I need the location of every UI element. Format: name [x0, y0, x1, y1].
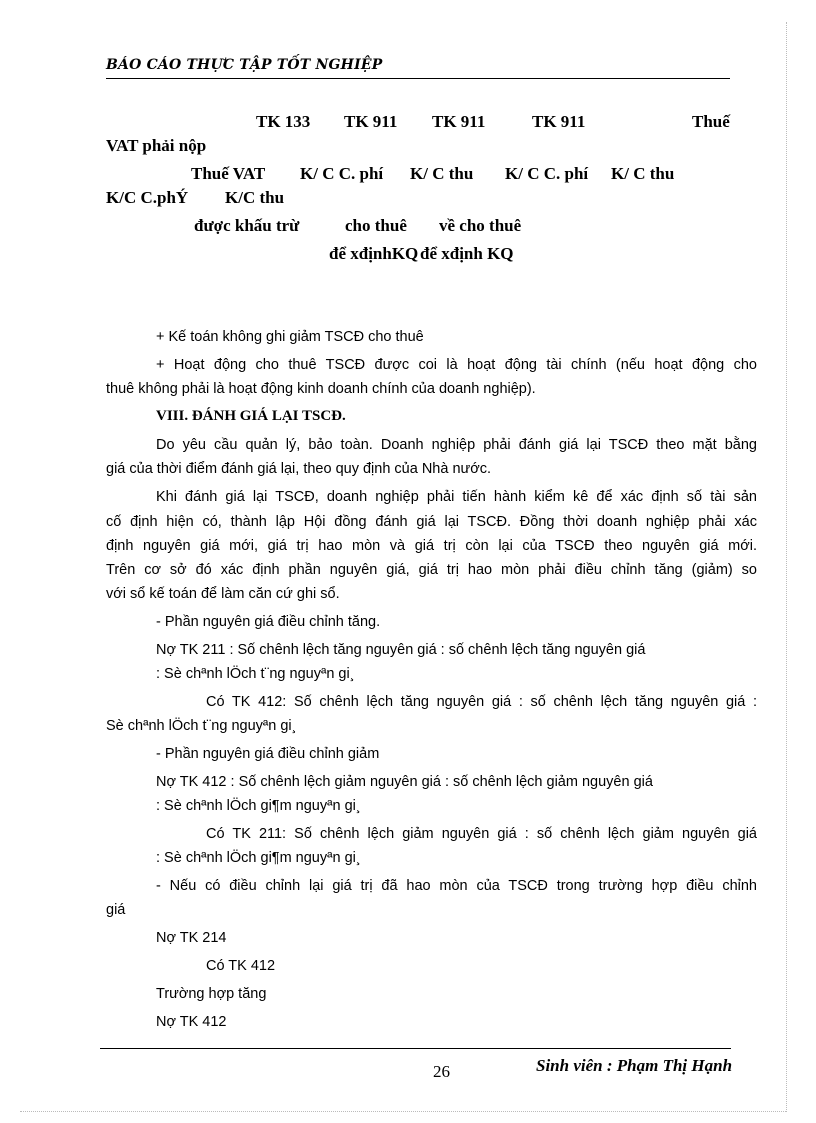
- text-line: giá: [106, 902, 126, 918]
- text-line: - Phần nguyên giá điều chỉnh tăng.: [156, 614, 381, 630]
- text-line: cố định hiện có, thành lập Hội đồng đánh giá lại TSCĐ. Đồng thời doanh nghiệp phải xác: [106, 514, 757, 530]
- diagram-label: TK 133: [256, 112, 311, 131]
- text-line: thuê không phải là hoạt động kinh doanh chính của doanh nghiệp).: [106, 381, 536, 397]
- footer-rule: [100, 1048, 731, 1049]
- diagram-label: cho thuê: [345, 216, 407, 235]
- text-line: Trên cơ sở đó xác định phần nguyên giá, giá trị hao mòn phải điều chỉnh tăng (giảm) so: [106, 562, 757, 578]
- text-line: Có TK 211: Số chênh lệch giảm nguyên giá : số chênh lệch giảm nguyên giá: [206, 826, 757, 842]
- text-line: - Phần nguyên giá điều chỉnh giảm: [156, 746, 380, 762]
- text-line: Sè chªnh lÖch t¨ng nguyªn gi¸: [106, 718, 297, 734]
- diagram-label: để xđịnhKQ: [329, 244, 419, 263]
- text-line: với sổ kế toán để làm căn cứ ghi sổ.: [106, 586, 340, 602]
- diagram-label: về cho thuê: [439, 216, 522, 235]
- text-line: - Nếu có điều chỉnh lại giá trị đã hao mòn của TSCĐ trong trường hợp điều chỉnh: [156, 878, 757, 894]
- diagram-label: được khấu trừ: [194, 216, 300, 235]
- diagram-label: để xđịnh KQ: [420, 244, 514, 263]
- page-border-bottom: [20, 1111, 786, 1112]
- text-line: Trường hợp tăng: [156, 986, 267, 1002]
- page-border-right: [786, 22, 787, 1112]
- diagram-label: K/ C thu: [611, 164, 675, 183]
- page-header-title: BÁO CÁO THỰC TẬP TỐT NGHIỆP: [106, 57, 383, 73]
- section-heading: VIII. ĐÁNH GIÁ LẠI TSCĐ.: [156, 408, 346, 424]
- text-line: Nợ TK 412: [156, 1014, 227, 1030]
- text-line: + Hoạt động cho thuê TSCĐ được coi là hoạt động tài chính (nếu hoạt động cho: [156, 357, 757, 373]
- text-line: Có TK 412: Số chênh lệch tăng nguyên giá : số chênh lệch tăng nguyên giá :: [206, 694, 757, 710]
- text-line: Do yêu cầu quản lý, bảo toàn. Doanh nghiệp phải đánh giá lại TSCĐ theo mặt bằng: [156, 437, 757, 453]
- text-line: + Kế toán không ghi giảm TSCĐ cho thuê: [156, 329, 424, 345]
- text-line: định nguyên giá mới, giá trị hao mòn và giá trị còn lại của TSCĐ theo nguyên giá mới.: [106, 538, 757, 554]
- diagram-label: TK 911: [532, 112, 586, 131]
- diagram-label: TK 911: [432, 112, 486, 131]
- diagram-label: Thuế VAT: [191, 164, 266, 183]
- text-line: : Sè chªnh lÖch t¨ng nguyªn gi¸: [156, 666, 355, 682]
- text-line: Nợ TK 211 : Số chênh lệch tăng nguyên giá : số chênh lệch tăng nguyên giá: [156, 642, 646, 658]
- text-line: Nợ TK 412 : Số chênh lệch giảm nguyên giá : số chênh lệch giảm nguyên giá: [156, 774, 653, 790]
- diagram-label: K/ C thu: [410, 164, 474, 183]
- text-line: Có TK 412: [206, 958, 276, 974]
- diagram-label: VAT phải nộp: [106, 136, 207, 155]
- text-line: giá của thời điểm đánh giá lại, theo quy định của Nhà nước.: [106, 461, 492, 477]
- page-number: 26: [433, 1062, 450, 1081]
- header-rule: [106, 78, 730, 79]
- diagram-label: K/C thu: [225, 188, 285, 207]
- diagram-label: Thuế: [692, 112, 730, 131]
- diagram-label: K/ C C. phí: [300, 164, 384, 183]
- text-line: Khi đánh giá lại TSCĐ, doanh nghiệp phải tiến hành kiểm kê để xác định số tài sản: [156, 489, 757, 505]
- diagram-label: TK 911: [344, 112, 398, 131]
- diagram-label: K/ C C. phí: [505, 164, 589, 183]
- diagram-label: K/C C.phÝ: [106, 188, 189, 207]
- text-line: : Sè chªnh lÖch gi¶m nguyªn gi¸: [156, 798, 361, 814]
- author-credit: Sinh viên : Phạm Thị Hạnh: [536, 1056, 733, 1075]
- text-line: : Sè chªnh lÖch gi¶m nguyªn gi¸: [156, 850, 361, 866]
- text-line: Nợ TK 214: [156, 930, 227, 946]
